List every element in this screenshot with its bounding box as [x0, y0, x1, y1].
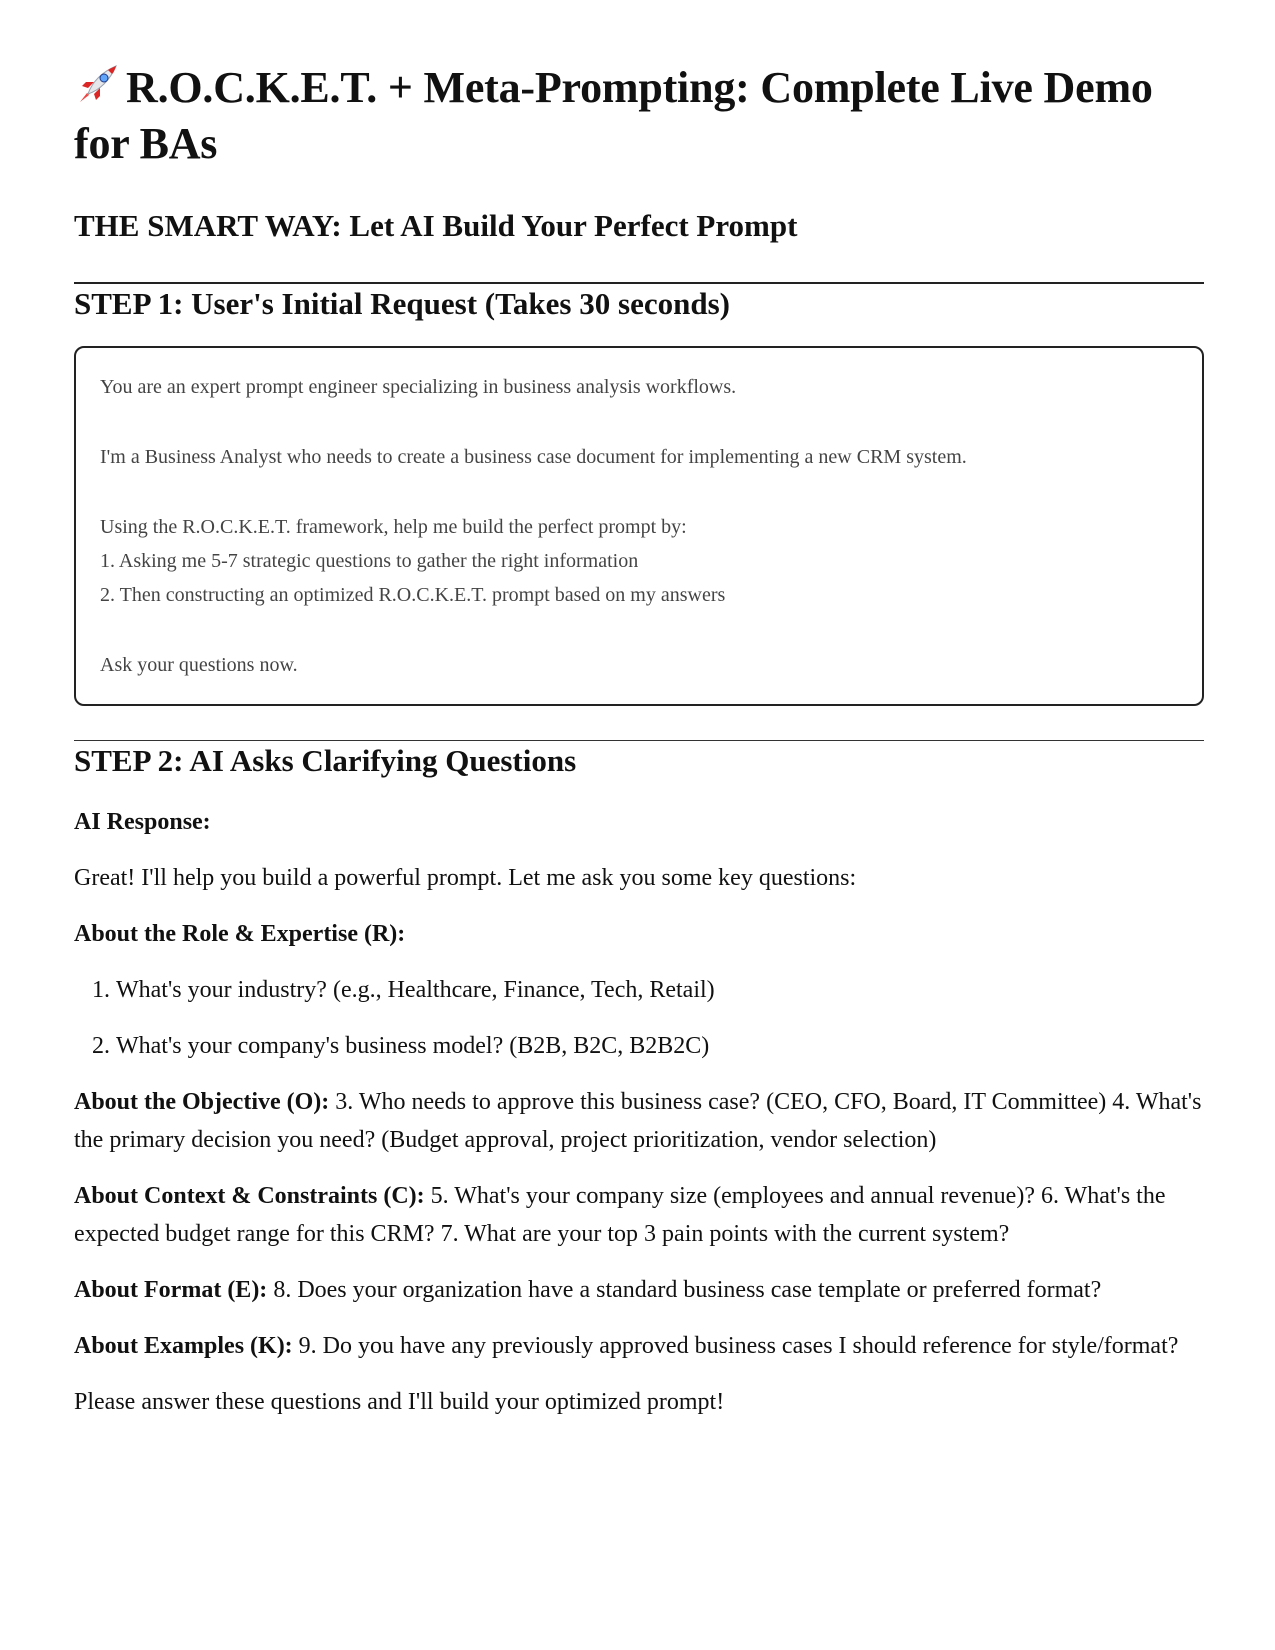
- document-page: [74, 60, 1204, 1421]
- list-item: 1. What's your industry? (e.g., Healthcare, Finance, Tech, Retail): [116, 971, 1204, 1009]
- prompt-line: 2. Then constructing an optimized R.O.C.K.E.T. prompt based on my answers: [100, 584, 726, 606]
- prompt-code-block: [74, 346, 1204, 706]
- examples-label: About Examples (K):: [74, 1333, 293, 1359]
- objective-label: About the Objective (O):: [74, 1089, 330, 1115]
- page-subtitle: THE SMART WAY: Let AI Build Your Perfect Prompt: [74, 208, 798, 243]
- format-section: [74, 1271, 1204, 1309]
- step1-heading: STEP 1: User's Initial Request (Takes 30 seconds): [74, 286, 730, 321]
- context-text: 5. What's your company size (employees and annual revenue)? 6. What's the expected budget range for this CRM? 7. What are your top 3 pain points with the current system?: [74, 1183, 1166, 1247]
- prompt-line: I'm a Business Analyst who needs to create a business case document for implementing a new CRM system.: [100, 446, 967, 468]
- ai-response-label: [74, 803, 1204, 841]
- page-title-text: R.O.C.K.E.T. + Meta-Prompting: Complete Live Demo for BAs: [74, 63, 1153, 168]
- format-label: About Format (E):: [74, 1277, 268, 1303]
- list-item: 2. What's your company's business model? (B2B, B2C, B2B2C): [116, 1027, 1204, 1065]
- role-label-text: About the Role & Expertise (R):: [74, 921, 406, 947]
- page-title: [74, 60, 1204, 172]
- ai-greeting: Great! I'll help you build a powerful prompt. Let me ask you some key questions:: [74, 865, 857, 891]
- rocket-icon: [74, 62, 120, 108]
- step2-heading: STEP 2: AI Asks Clarifying Questions: [74, 743, 577, 778]
- role-section-label: [74, 915, 1204, 953]
- closing-line: Please answer these questions and I'll build your optimized prompt!: [74, 1389, 725, 1415]
- prompt-line: Ask your questions now.: [100, 654, 298, 676]
- examples-section: [74, 1327, 1204, 1365]
- examples-text: 9. Do you have any previously approved business cases I should reference for style/format?: [298, 1333, 1179, 1359]
- prompt-line: You are an expert prompt engineer specializing in business analysis workflows.: [100, 376, 737, 398]
- objective-section: [74, 1083, 1204, 1159]
- context-label: About Context & Constraints (C):: [74, 1183, 425, 1209]
- context-section: [74, 1177, 1204, 1253]
- prompt-line: 1. Asking me 5-7 strategic questions to gather the right information: [100, 550, 639, 572]
- role-question-list: [74, 971, 1204, 1065]
- prompt-line: Using the R.O.C.K.E.T. framework, help me build the perfect prompt by:: [100, 516, 687, 538]
- objective-text: 3. Who needs to approve this business case? (CEO, CFO, Board, IT Committee) 4. What's the primary decision you need? (Budget approval, project prioritization, vendor selection): [74, 1089, 1202, 1153]
- format-text: 8. Does your organization have a standard business case template or preferred format?: [273, 1277, 1102, 1303]
- ai-response-label-text: AI Response:: [74, 809, 211, 835]
